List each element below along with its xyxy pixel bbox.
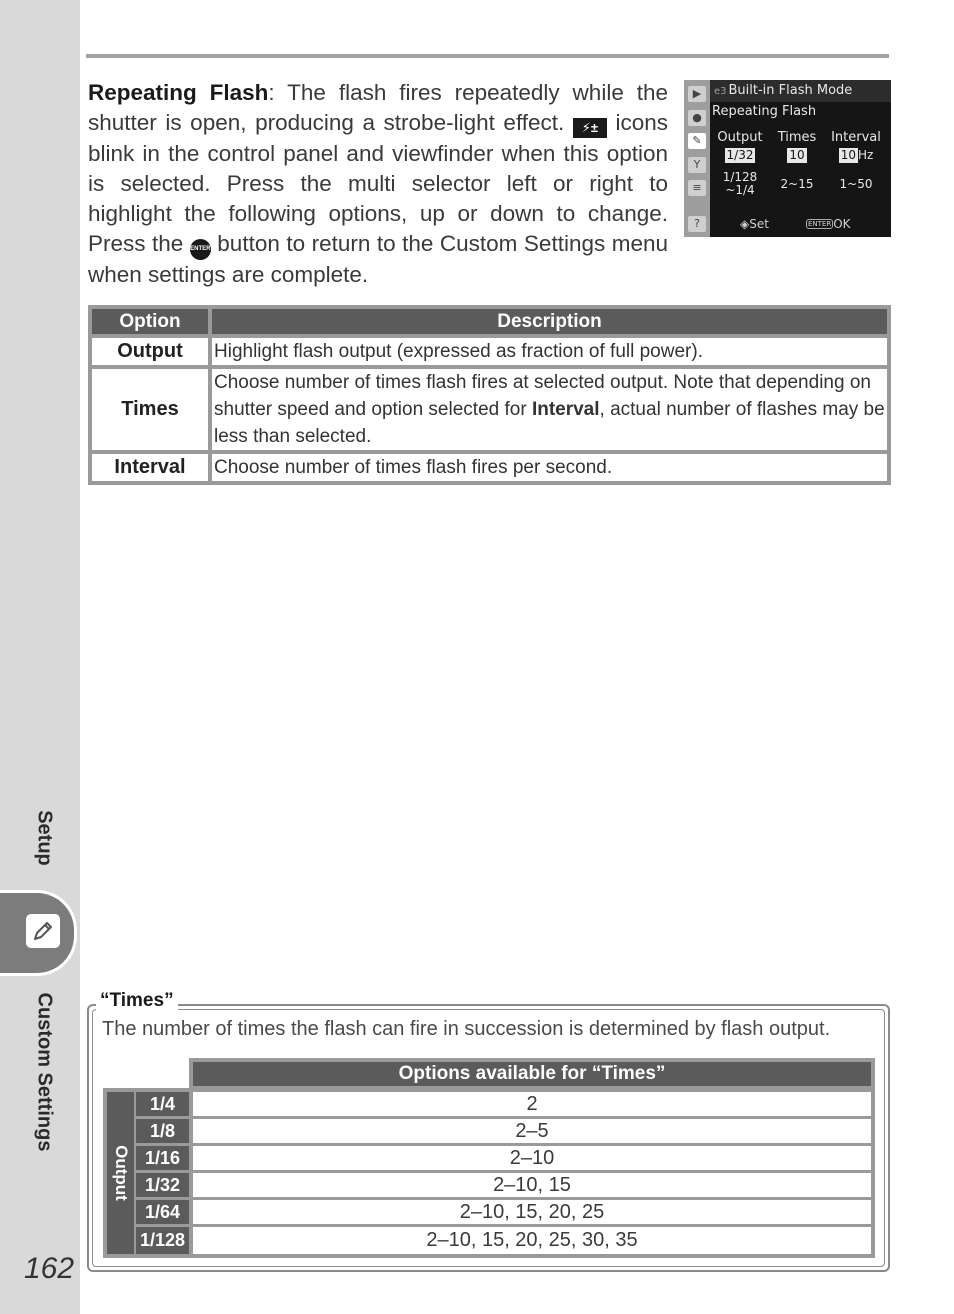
- wrench-icon: Y: [688, 157, 706, 173]
- times-value: 2–5: [193, 1119, 871, 1143]
- camera-interval-unit: Hz: [857, 148, 874, 162]
- camera-subtitle: Repeating Flash: [712, 104, 817, 119]
- sidebar-custom-settings-label[interactable]: Custom Settings: [33, 992, 56, 1152]
- camera-times-column: [776, 130, 818, 191]
- sidebar: [0, 0, 80, 1314]
- interval-reference: Interval: [531, 399, 600, 420]
- multi-selector-icon: ◈: [740, 217, 750, 231]
- camera-ok-hint: ENTER OK: [808, 217, 851, 231]
- pencil-icon: ✎: [688, 133, 706, 149]
- table-row: [136, 1092, 871, 1116]
- table-row: [136, 1227, 871, 1254]
- times-box-description: The number of times the flash can fire in succession is determined by flash output.: [102, 1018, 831, 1040]
- enter-key-icon: ENTER: [808, 220, 832, 228]
- camera-output-column: [716, 130, 764, 197]
- camera-menu-title: e3 Built-in Flash Mode: [710, 80, 891, 102]
- camera-interval-header: Interval: [831, 130, 881, 145]
- camera-times-range: 2~15: [780, 177, 814, 191]
- intro-text-3: button to return to the Custom Settings menu when settings are complete.: [88, 231, 668, 288]
- table-corner: [103, 1058, 189, 1088]
- table-row: [92, 338, 887, 365]
- camera-interval-value: 10: [840, 148, 856, 162]
- table-row: [92, 369, 887, 450]
- times-value: 2–10, 15, 20, 25: [193, 1200, 871, 1224]
- options-table: [88, 305, 891, 485]
- times-value: 2–10, 15: [193, 1173, 871, 1197]
- times-value: 2: [193, 1092, 871, 1116]
- camera-times-header: Times: [777, 130, 817, 145]
- help-icon: ?: [688, 216, 706, 232]
- table-row: [136, 1146, 871, 1170]
- camera-output-range: 1/128 ~1/4: [722, 170, 758, 197]
- flash-compensation-icon: ⚡±: [573, 118, 607, 138]
- times-options-header: Options available for “Times”: [193, 1062, 871, 1086]
- output-value: 1/4: [136, 1092, 189, 1116]
- description-column-header: Description: [212, 309, 887, 334]
- output-value: 1/16: [136, 1146, 189, 1170]
- times-note-box: [87, 990, 890, 1272]
- intro-text-1: The flash fires repeatedly while the shutter is open, producing a strobe-light effect.: [88, 80, 668, 136]
- output-value: 1/8: [136, 1119, 189, 1143]
- camera-menu-icon-column: [684, 80, 710, 237]
- intro-paragraph: [88, 78, 668, 291]
- option-name: Interval: [92, 454, 208, 481]
- camera-output-header: Output: [717, 130, 763, 145]
- table-row: [136, 1119, 871, 1143]
- camera-interval-range: 1~50: [839, 177, 873, 191]
- option-description: Highlight flash output (expressed as fraction of full power).: [212, 338, 887, 365]
- output-value: 1/128: [136, 1227, 189, 1254]
- playback-icon: ▶: [688, 86, 706, 102]
- sidebar-custom-settings-tab[interactable]: [0, 890, 77, 976]
- times-options-table: [103, 1058, 875, 1258]
- output-value: 1/32: [136, 1173, 189, 1197]
- page-number: 162: [24, 1252, 75, 1285]
- shooting-icon: ●: [688, 110, 706, 126]
- table-row: [92, 454, 887, 481]
- camera-interval-column: [828, 130, 884, 191]
- camera-screen: [684, 80, 891, 237]
- list-icon: ≡: [688, 180, 706, 196]
- intro-text-2: icons blink in the control panel and viewfinder when this option is selected. Press the multi selector left or right to highlight the following options, up or down to change. Press the: [88, 110, 668, 257]
- pencil-icon: [26, 914, 60, 948]
- option-name: Times: [92, 369, 208, 450]
- term-repeating-flash: Repeating Flash: [88, 80, 269, 105]
- camera-output-value: 1/32: [726, 148, 754, 162]
- table-row: [136, 1173, 871, 1197]
- enter-button-icon: ENTER: [190, 239, 211, 260]
- table-row: [136, 1200, 871, 1224]
- option-description: Choose number of times flash fires at selected output. Note that depending on shutter speed and option selected for Interval, actual number of flashes may be less than selected.: [212, 369, 887, 450]
- times-value: 2–10: [193, 1146, 871, 1170]
- option-description: Choose number of times flash fires per second.: [212, 454, 887, 481]
- times-value: 2–10, 15, 20, 25, 30, 35: [193, 1227, 871, 1254]
- top-rule: [86, 54, 889, 58]
- camera-set-hint: ◈Set: [740, 217, 769, 231]
- camera-times-value: 10: [789, 148, 805, 162]
- option-name: Output: [92, 338, 208, 365]
- output-row-label: Output: [107, 1092, 134, 1254]
- sidebar-setup-label[interactable]: Setup: [33, 810, 56, 866]
- times-box-title: “Times”: [96, 990, 178, 1012]
- options-table-header: [92, 309, 887, 334]
- output-value: 1/64: [136, 1200, 189, 1224]
- option-column-header: Option: [92, 309, 208, 334]
- intro-colon: :: [268, 80, 275, 105]
